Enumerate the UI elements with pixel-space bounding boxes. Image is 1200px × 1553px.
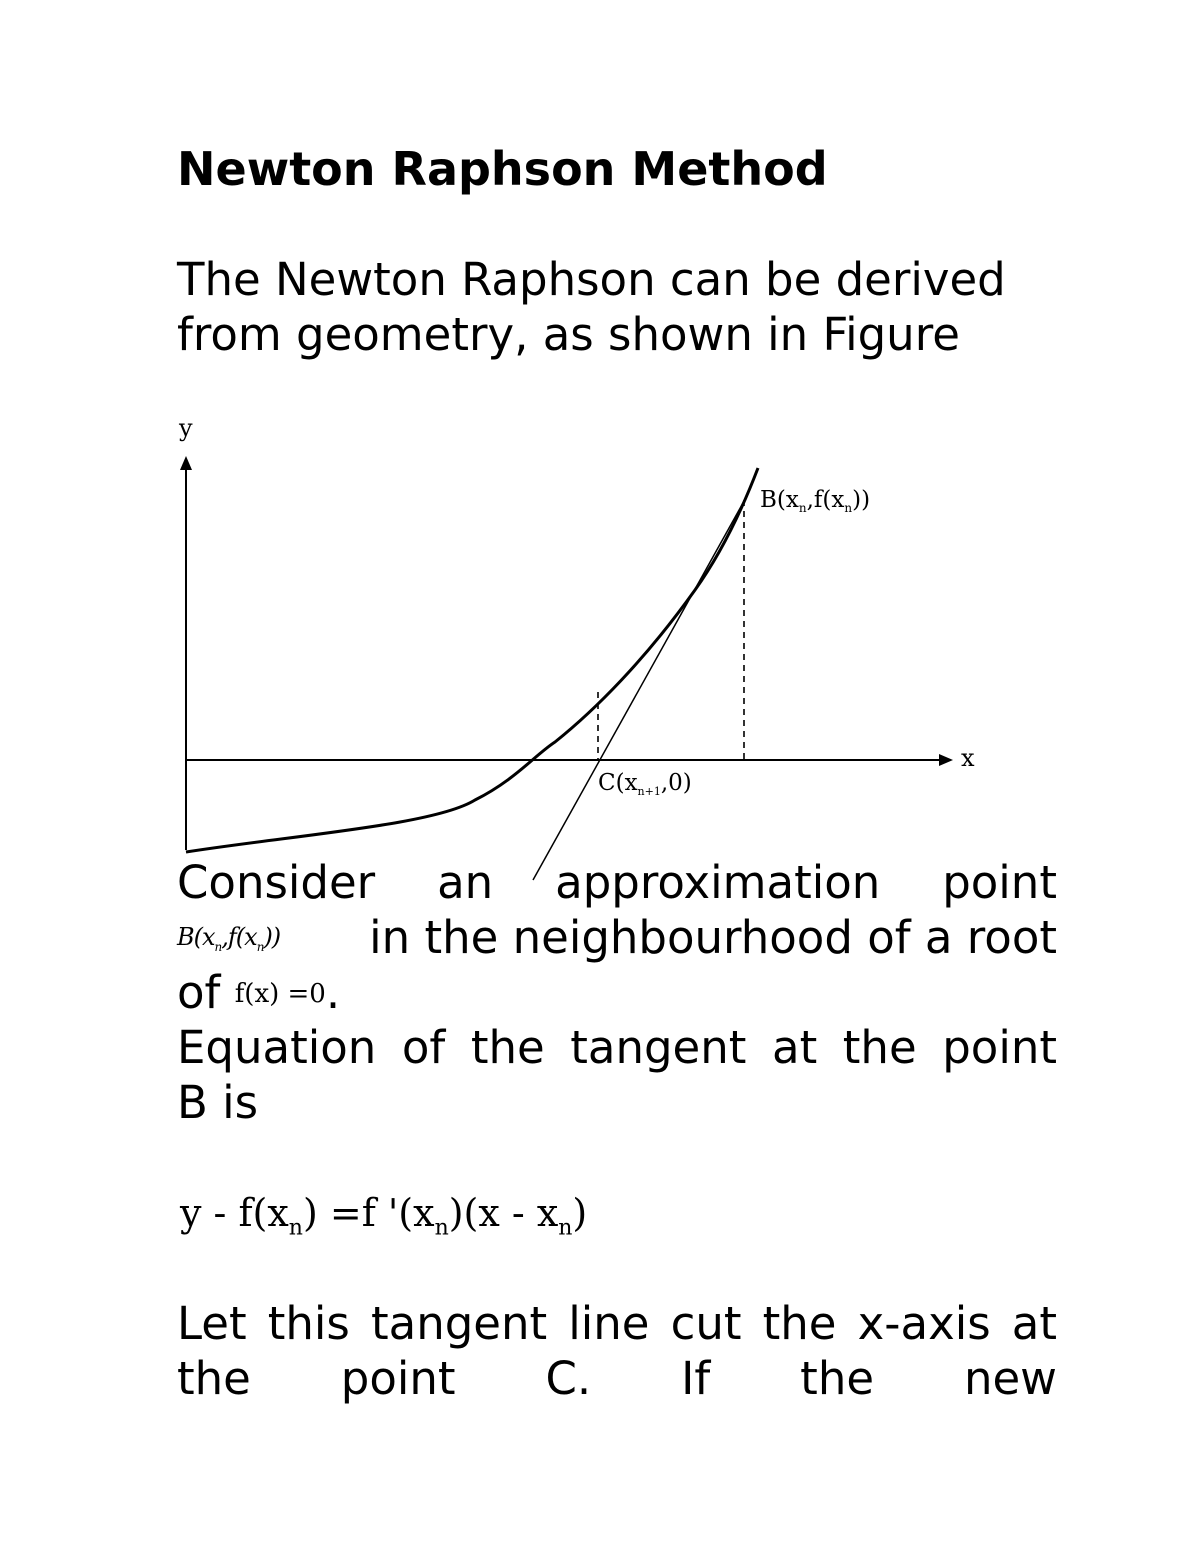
consider-paragraph (177, 855, 1057, 1020)
word-if: If (681, 1352, 711, 1405)
intro-line-1: The Newton Raphson can be derived (177, 253, 1006, 306)
y-axis-label: y (179, 414, 193, 442)
word-new: new (963, 1352, 1057, 1405)
tangent-line-1: Equation of the tangent at the point (177, 1021, 1057, 1074)
cut-paragraph (177, 1296, 1057, 1406)
consider-line-1 (177, 855, 1057, 910)
word-point-2: point (340, 1352, 456, 1405)
intro-paragraph (177, 252, 1057, 362)
newton-raphson-figure (175, 410, 985, 890)
word-c: C. (545, 1352, 592, 1405)
word-approximation: approximation (555, 856, 881, 909)
y-axis-arrow (180, 456, 192, 470)
word-the-1: the (177, 1352, 251, 1405)
word-an: an (437, 856, 494, 909)
word-consider: Consider (177, 856, 376, 909)
tangent-paragraph (177, 1020, 1057, 1130)
word-the-2: the (800, 1352, 875, 1405)
word-point: point (942, 856, 1057, 909)
point-b-label: $B(x_n,f(x_n))$ (760, 487, 871, 515)
tangent-equation: $y - f(x_n) =f$ '$(x_n)(x - x_n)$ (180, 1191, 588, 1241)
consider-line-3 (177, 965, 1057, 1020)
inline-fx-equation: f(x) =0 (234, 979, 326, 1009)
intro-line-2: from geometry, as shown in Figure (177, 308, 960, 361)
cut-line-2 (177, 1351, 1057, 1406)
figure-svg (175, 410, 985, 890)
cut-line-1: Let this tangent line cut the x-axis at (177, 1297, 1057, 1350)
inline-point-b: $B(x_n,f(x_n))$ (177, 923, 281, 954)
tangent-line (533, 494, 748, 880)
consider-line-2 (177, 910, 1057, 965)
period: . (325, 966, 341, 1019)
x-axis-arrow (939, 754, 953, 766)
neighbourhood-text: in the neighbourhood of a root (369, 911, 1057, 964)
point-c-label: $C(x_{n+1},0)$ (598, 770, 692, 798)
x-axis-label: x (961, 744, 975, 772)
tangent-line-2: B is (177, 1076, 259, 1129)
of-text: of (177, 966, 221, 1019)
page-title: Newton Raphson Method (177, 142, 828, 196)
